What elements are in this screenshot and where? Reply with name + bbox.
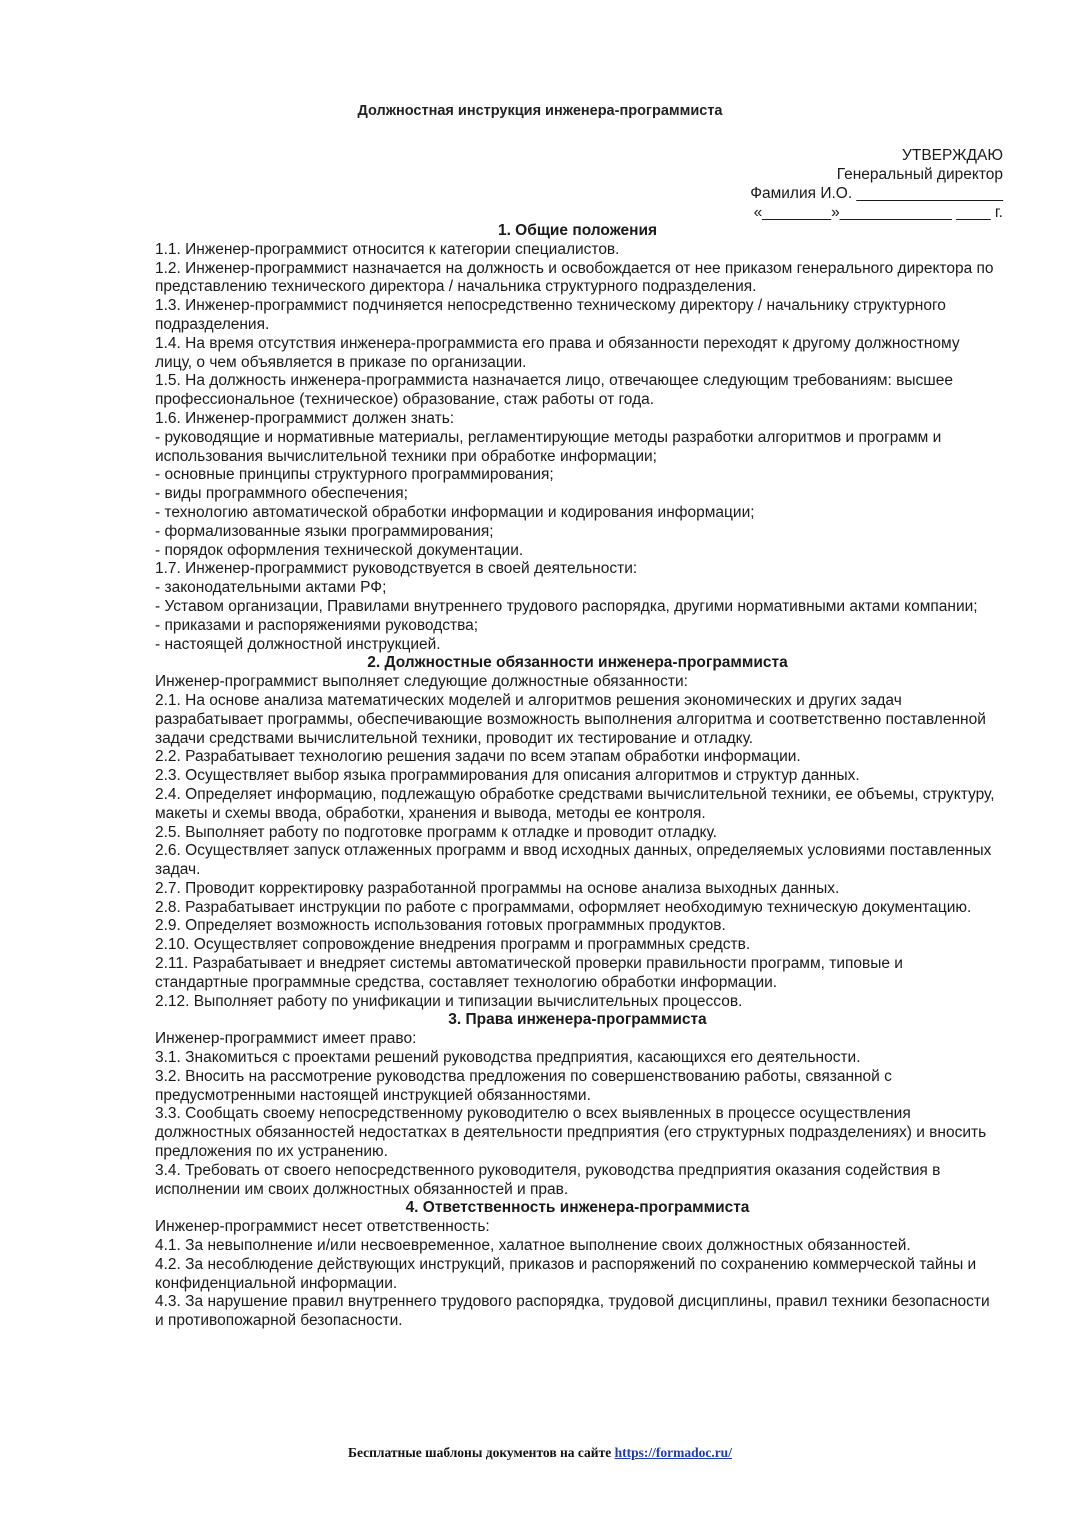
approval-line-position: Генеральный директор xyxy=(836,166,1003,183)
approval-line-name: Фамилия И.О. _________________ xyxy=(750,185,1003,202)
paragraph: 1.5. На должность инженера-программиста назначается лицо, отвечающее следующим требованиям: высшее профессиональное (техническое) образование, стаж работы от года. xyxy=(155,372,953,409)
paragraph: 3.2. Вносить на рассмотрение руководства предложения по совершенствованию работы, связанной с предусмотренными настоящей инструкцией обязанностями. xyxy=(155,1067,892,1104)
paragraph: 3.3. Сообщать своему непосредственному руководителю о всех выявленных в процессе осуществления должностных обязанностей недостатках в деятельности предприятия (его структурных подразделениях) и вносить предложения по их устранению. xyxy=(155,1105,987,1161)
paragraph: 4.2. За несоблюдение действующих инструкций, приказов и распоряжений по сохранению коммерческой тайны и конфиденциальной информации. xyxy=(155,1255,977,1292)
paragraph: 2.8. Разрабатывает инструкции по работе с программами, оформляет необходимую техническую документацию. xyxy=(155,898,972,916)
approval-block xyxy=(750,146,1003,222)
paragraph: 2.4. Определяет информацию, подлежащую обработке средствами вычислительной техники, ее объемы, структуру, макеты и схемы ввода, обработки, хранения и вывода, методы ее контроля. xyxy=(155,785,995,822)
paragraph: 2.3. Осуществляет выбор языка программирования для описания алгоритмов и структур данных. xyxy=(155,767,860,785)
paragraph: 1.3. Инженер-программист подчиняется непосредственно техническому директору / начальнику структурного подразделения. xyxy=(155,297,946,333)
paragraph: Инженер-программист имеет право: xyxy=(155,1030,417,1048)
paragraph: 1.6. Инженер-программист должен знать: xyxy=(155,409,455,427)
paragraph: 2.5. Выполняет работу по подготовке программ к отладке и проводит отладку. xyxy=(155,823,717,841)
paragraph: Инженер-программист несет ответственность: xyxy=(155,1218,490,1236)
paragraph: Инженер-программист выполняет следующие должностные обязанности: xyxy=(155,673,688,691)
paragraph: - технологию автоматической обработки информации и кодирования информации; xyxy=(155,503,755,521)
paragraph: - формализованные языки программирования; xyxy=(155,522,494,540)
paragraph: - основные принципы структурного программирования; xyxy=(155,466,554,484)
section-heading: 2. Должностные обязанности инженера-программиста xyxy=(367,654,788,672)
footer-text: Бесплатные шаблоны документов на сайте xyxy=(348,1445,612,1460)
paragraph: 1.2. Инженер-программист назначается на должность и освобождается от нее приказом генерального директора по представлению технического директора / начальника структурного подразделения. xyxy=(155,259,994,296)
paragraph: 2.11. Разрабатывает и внедряет системы автоматической проверки правильности программ, типовые и стандартные программные средства, составляет технологию обработки информации. xyxy=(155,955,903,991)
section-heading: 1. Общие положения xyxy=(497,222,658,239)
paragraph: 2.12. Выполняет работу по унификации и типизации вычислительных процессов. xyxy=(155,992,743,1010)
section-heading: 4. Ответственность инженера-программиста xyxy=(405,1199,750,1217)
paragraph: - Уставом организации, Правилами внутреннего трудового распорядка, другими нормативными актами компании; xyxy=(155,597,978,615)
paragraph: - порядок оформления технической документации. xyxy=(155,541,524,559)
document-title: Должностная инструкция инженера-программиста xyxy=(357,103,723,119)
document-body xyxy=(155,222,1000,1331)
paragraph: 2.2. Разрабатывает технологию решения задачи по всем этапам обработки информации. xyxy=(155,748,801,766)
paragraph: - руководящие и нормативные материалы, регламентирующие методы разработки алгоритмов и программ и использования вычислительной техники при обработке информации; xyxy=(155,428,942,465)
approval-line-date: «________»_____________ ____ г. xyxy=(753,204,1003,221)
paragraph: 2.6. Осуществляет запуск отлаженных программ и ввод исходных данных, определяемых условиями поставленных задач. xyxy=(155,842,992,879)
paragraph: 1.4. На время отсутствия инженера-программиста его права и обязанности переходят к другому должностному лицу, о чем объявляется в приказе по организации. xyxy=(155,334,960,371)
paragraph: 2.9. Определяет возможность использования готовых программных продуктов. xyxy=(155,917,726,935)
section-heading: 3. Права инженера-программиста xyxy=(448,1011,707,1029)
paragraph: 4.3. За нарушение правил внутреннего трудового распорядка, трудовой дисциплины, правил техники безопасности и противопожарной безопасности. xyxy=(155,1293,990,1330)
paragraph: 2.10. Осуществляет сопровождение внедрения программ и программных средств. xyxy=(155,936,751,954)
paragraph: 3.4. Требовать от своего непосредственного руководителя, руководства предприятия оказания содействия в исполнении им своих должностных обязанностей и прав. xyxy=(155,1161,941,1198)
approval-line-approve: УТВЕРЖДАЮ xyxy=(902,147,1003,164)
paragraph: - приказами и распоряжениями руководства; xyxy=(155,616,479,634)
paragraph: 2.1. На основе анализа математических моделей и алгоритмов решения экономических и других задач разрабатывает программы, обеспечивающие возможность выполнения алгоритма и соответственно поставленной задачи средствами вычислительной техники, проводит их тестирование и отладку. xyxy=(155,691,986,747)
paragraph: 4.1. За невыполнение и/или несвоевременное, халатное выполнение своих должностных обязанностей. xyxy=(155,1237,911,1255)
paragraph: - законодательными актами РФ; xyxy=(155,579,387,597)
paragraph: - настоящей должностной инструкцией. xyxy=(155,635,441,653)
paragraph: 1.1. Инженер-программист относится к категории специалистов. xyxy=(155,240,620,258)
paragraph: - виды программного обеспечения; xyxy=(155,485,408,503)
paragraph: 3.1. Знакомиться с проектами решений руководства предприятия, касающихся его деятельности. xyxy=(155,1049,861,1067)
footer-link[interactable]: https://formadoc.ru/ xyxy=(614,1445,732,1460)
paragraph: 2.7. Проводит корректировку разработанной программы на основе анализа выходных данных. xyxy=(155,879,840,897)
paragraph: 1.7. Инженер-программист руководствуется в своей деятельности: xyxy=(155,560,638,578)
footer xyxy=(0,1445,1080,1461)
